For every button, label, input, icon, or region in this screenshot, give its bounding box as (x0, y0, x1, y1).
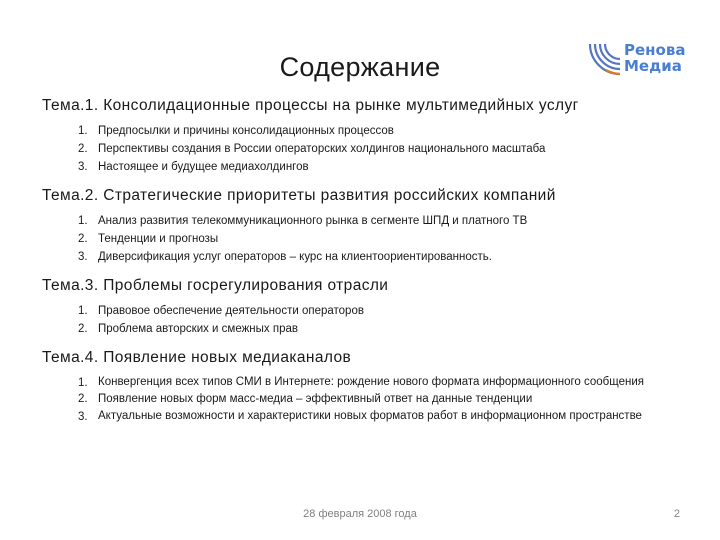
list-item (42, 320, 678, 338)
item-number: 3. (78, 411, 88, 423)
topic-heading: Тема.1. Консолидационные процессы на рынке мультимедийных услуг (42, 97, 579, 114)
item-text: Правовое обеспечение деятельности операторов (98, 305, 364, 317)
topic-4 (42, 348, 678, 424)
renova-media-logo (588, 40, 698, 78)
item-number: 3. (78, 251, 88, 263)
item-text: Актуальные возможности и характеристики новых форматов работ в информационном пространстве (98, 410, 642, 422)
item-text: Тенденции и прогнозы (98, 233, 219, 245)
item-number: 1. (78, 215, 88, 227)
list-item (42, 390, 678, 408)
topic-1 (42, 96, 678, 176)
item-number: 2. (78, 143, 88, 155)
item-text: Перспективы создания в России операторских холдингов национального масштаба (98, 143, 546, 155)
page-number: 2 (673, 508, 680, 520)
item-number: 2. (78, 393, 88, 405)
item-text: Настоящее и будущее медиахолдингов (98, 161, 309, 173)
logo-line-1: Ренова (624, 41, 686, 59)
slide-title: Содержание (279, 52, 441, 82)
list-item (42, 302, 678, 320)
item-text: Предпосылки и причины консолидационных процессов (98, 125, 394, 137)
list-item (42, 248, 678, 266)
item-text: Анализ развития телекоммуникационного рынка в сегменте ШПД и платного ТВ (98, 215, 528, 227)
footer-date: 28 февраля 2008 года (303, 508, 417, 520)
topic-items (42, 374, 678, 424)
item-text: Конвергенция всех типов СМИ в Интернете: рождение нового формата информационного сообщения (98, 376, 644, 388)
item-text: Проблема авторских и смежных прав (98, 323, 298, 335)
list-item (42, 158, 678, 176)
list-item (42, 212, 678, 230)
item-text: Диверсификация услуг операторов – курс на клиентоориентированность. (98, 251, 492, 263)
list-item (42, 122, 678, 140)
logo-wordmark (624, 42, 685, 74)
list-item (42, 408, 678, 424)
topic-items (42, 302, 678, 338)
list-item (42, 140, 678, 158)
item-number: 2. (78, 323, 88, 335)
topic-heading: Тема.3. Проблемы госрегулирования отрасли (42, 277, 389, 294)
item-number: 3. (78, 161, 88, 173)
contents-list (42, 96, 678, 434)
item-number: 1. (78, 125, 88, 137)
item-text: Появление новых форм масс-медиа – эффективный ответ на данные тенденции (98, 393, 533, 405)
list-item (42, 230, 678, 248)
logo-line-2: Медиа (624, 57, 682, 75)
list-item (42, 374, 678, 390)
item-number: 1. (78, 377, 88, 389)
topic-heading: Тема.4. Появление новых медиаканалов (42, 349, 352, 366)
topic-items (42, 122, 678, 176)
topic-3 (42, 276, 678, 338)
topic-heading: Тема.2. Стратегические приоритеты развития российских компаний (42, 187, 556, 204)
arc-stripes-logo-icon (588, 40, 622, 76)
item-number: 2. (78, 233, 88, 245)
topic-2 (42, 186, 678, 266)
item-number: 1. (78, 305, 88, 317)
topic-items (42, 212, 678, 266)
